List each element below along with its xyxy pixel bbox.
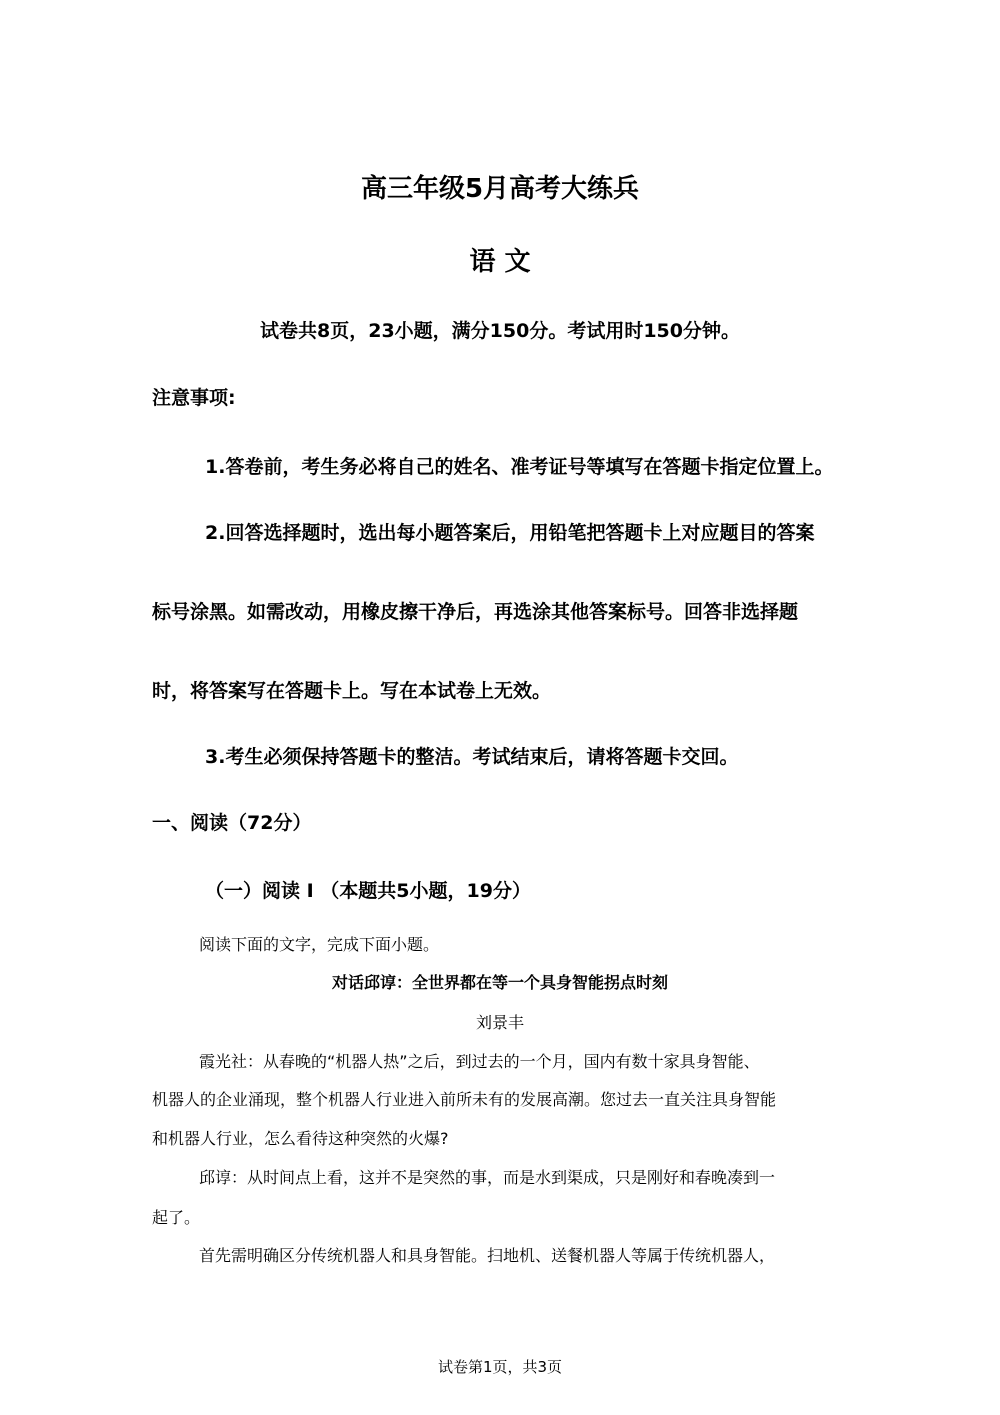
- paragraph-1-line-1: 霞光社：从春晚的“机器人热”之后，到过去的一个月，国内有数十家具身智能、: [199, 1052, 760, 1071]
- subsection-heading: （一）阅读 I （本题共5小题，19分）: [205, 880, 531, 902]
- section-heading: 一、阅读（72分）: [152, 812, 312, 834]
- article-title: 对话邱谆：全世界都在等一个具身智能拐点时刻: [331, 973, 668, 992]
- notice-heading: 注意事项:: [152, 387, 236, 409]
- paragraph-2-line-2: 起了。: [152, 1208, 201, 1227]
- notice-item-3: 3.考生必须保持答题卡的整洁。考试结束后，请将答题卡交回。: [205, 746, 739, 768]
- paragraph-1-line-2: 机器人的企业涌现，整个机器人行业进入前所未有的发展高潮。您过去一直关注具身智能: [152, 1090, 777, 1109]
- subject-title: 语 文: [469, 247, 531, 277]
- paragraph-2-line-1: 邱谆：从时间点上看，这并不是突然的事，而是水到渠成，只是刚好和春晚凑到一: [199, 1168, 776, 1187]
- exam-info: 试卷共8页，23小题，满分150分。考试用时150分钟。: [260, 320, 740, 342]
- exam-title: 高三年级5月高考大练兵: [360, 174, 640, 204]
- page-footer: 试卷第1页，共3页: [437, 1358, 563, 1376]
- notice-item-1: 1.答卷前，考生务必将自己的姓名、准考证号等填写在答题卡指定位置上。: [205, 456, 834, 478]
- article-author: 刘景丰: [475, 1013, 524, 1032]
- notice-item-2-line-3: 时，将答案写在答题卡上。写在本试卷上无效。: [152, 680, 552, 702]
- paragraph-1-line-3: 和机器人行业，怎么看待这种突然的火爆?: [152, 1129, 449, 1148]
- paragraph-3-line-1: 首先需明确区分传统机器人和具身智能。扫地机、送餐机器人等属于传统机器人，: [199, 1246, 776, 1265]
- notice-item-2-line-2: 标号涂黑。如需改动，用橡皮擦干净后，再选涂其他答案标号。回答非选择题: [152, 601, 799, 623]
- notice-item-2-line-1: 2.回答选择题时，选出每小题答案后，用铅笔把答题卡上对应题目的答案: [205, 522, 815, 544]
- reading-instruction: 阅读下面的文字，完成下面小题。: [199, 935, 440, 954]
